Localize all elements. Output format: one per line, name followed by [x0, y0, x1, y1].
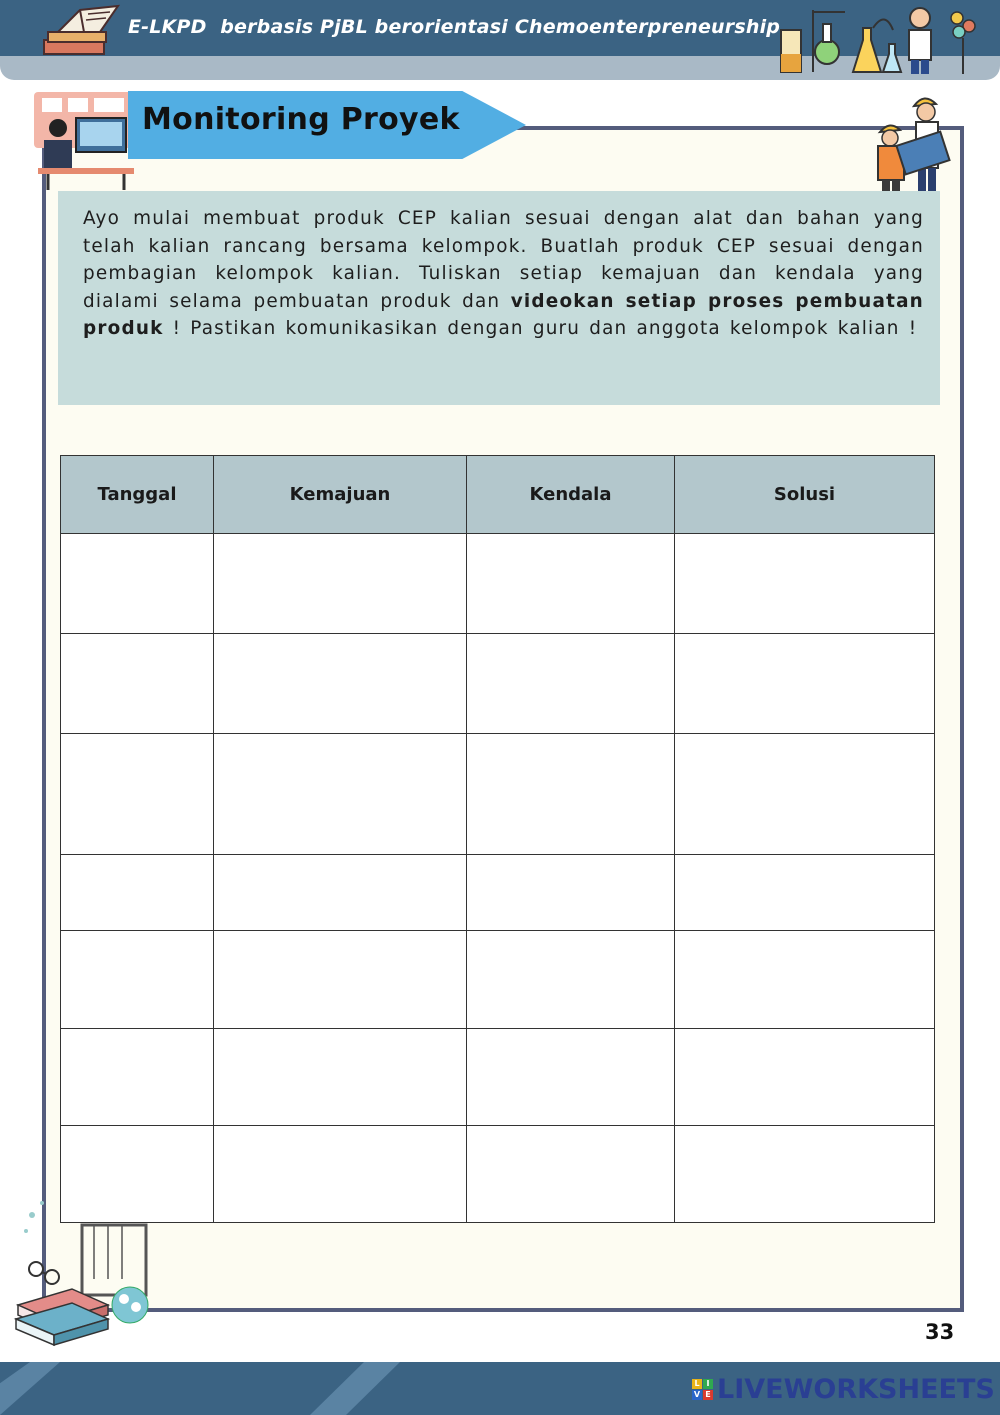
cell-tanggal[interactable] — [61, 855, 214, 931]
books-icon — [12, 1195, 162, 1350]
instruction-part1: Ayo mulai membuat produk CEP kalian sesuai dengan alat dan bahan yang telah kalian rancang bersama kelompok. Buatlah produk CEP sesuai dengan pembagian kelompok kalian. Tuliskan setiap kemajuan dan kendala yang dialami selama pembuatan produk dan — [83, 208, 924, 312]
instruction-text — [83, 205, 924, 343]
monitoring-table — [60, 455, 935, 1223]
cell-kemajuan[interactable] — [214, 855, 467, 931]
page-number: 33 — [925, 1320, 955, 1344]
header-solusi: Solusi — [675, 456, 935, 534]
header-kendala: Kendala — [467, 456, 675, 534]
cell-solusi[interactable] — [675, 931, 935, 1029]
cell-solusi[interactable] — [675, 1126, 935, 1223]
table-row — [61, 855, 935, 931]
cell-tanggal[interactable] — [61, 734, 214, 855]
cell-kemajuan[interactable] — [214, 1126, 467, 1223]
cell-tanggal[interactable] — [61, 634, 214, 734]
cell-kemajuan[interactable] — [214, 534, 467, 634]
cell-kendala[interactable] — [467, 855, 675, 931]
instruction-box — [58, 191, 940, 405]
table-header-row — [61, 456, 935, 534]
section-title: Monitoring Proyek — [142, 102, 460, 137]
cell-kendala[interactable] — [467, 734, 675, 855]
header-kemajuan: Kemajuan — [214, 456, 467, 534]
cell-solusi[interactable] — [675, 855, 935, 931]
cell-solusi[interactable] — [675, 1029, 935, 1126]
table-row — [61, 1029, 935, 1126]
instruction-part2: ! Pastikan komunikasikan dengan guru dan anggota kelompok kalian ! — [163, 318, 918, 340]
cell-kemajuan[interactable] — [214, 931, 467, 1029]
cell-tanggal[interactable] — [61, 534, 214, 634]
table-row — [61, 634, 935, 734]
laboratory-icon — [775, 0, 995, 78]
cell-kendala[interactable] — [467, 1126, 675, 1223]
cell-solusi[interactable] — [675, 634, 935, 734]
engineers-icon — [870, 90, 970, 206]
instruction-bold: videokan setiap proses pembuatan produk — [83, 290, 924, 340]
header-tanggal: Tanggal — [61, 456, 214, 534]
cell-kendala[interactable] — [467, 1029, 675, 1126]
header-title: E-LKPD berbasis PjBL berorientasi Chemoenterpreneurship — [128, 16, 781, 38]
badge-letter: E — [703, 1390, 713, 1400]
computer-worker-icon — [28, 88, 140, 192]
cell-kendala[interactable] — [467, 634, 675, 734]
open-book-icon — [40, 2, 122, 60]
cell-kendala[interactable] — [467, 931, 675, 1029]
badge-letter: V — [693, 1390, 701, 1399]
cell-kendala[interactable] — [467, 534, 675, 634]
table-row — [61, 1126, 935, 1223]
cell-kemajuan[interactable] — [214, 634, 467, 734]
cell-solusi[interactable] — [675, 534, 935, 634]
liveworksheets-logo[interactable] — [692, 1374, 995, 1405]
table-row — [61, 734, 935, 855]
liveworksheets-badge-icon — [692, 1379, 713, 1400]
badge-letter: I — [703, 1379, 713, 1389]
table-row — [61, 534, 935, 634]
cell-kemajuan[interactable] — [214, 734, 467, 855]
cell-tanggal[interactable] — [61, 931, 214, 1029]
cell-tanggal[interactable] — [61, 1029, 214, 1126]
cell-solusi[interactable] — [675, 734, 935, 855]
table-row — [61, 931, 935, 1029]
badge-letter: L — [692, 1379, 702, 1389]
cell-kemajuan[interactable] — [214, 1029, 467, 1126]
liveworksheets-text: LIVEWORKSHEETS — [717, 1374, 995, 1405]
